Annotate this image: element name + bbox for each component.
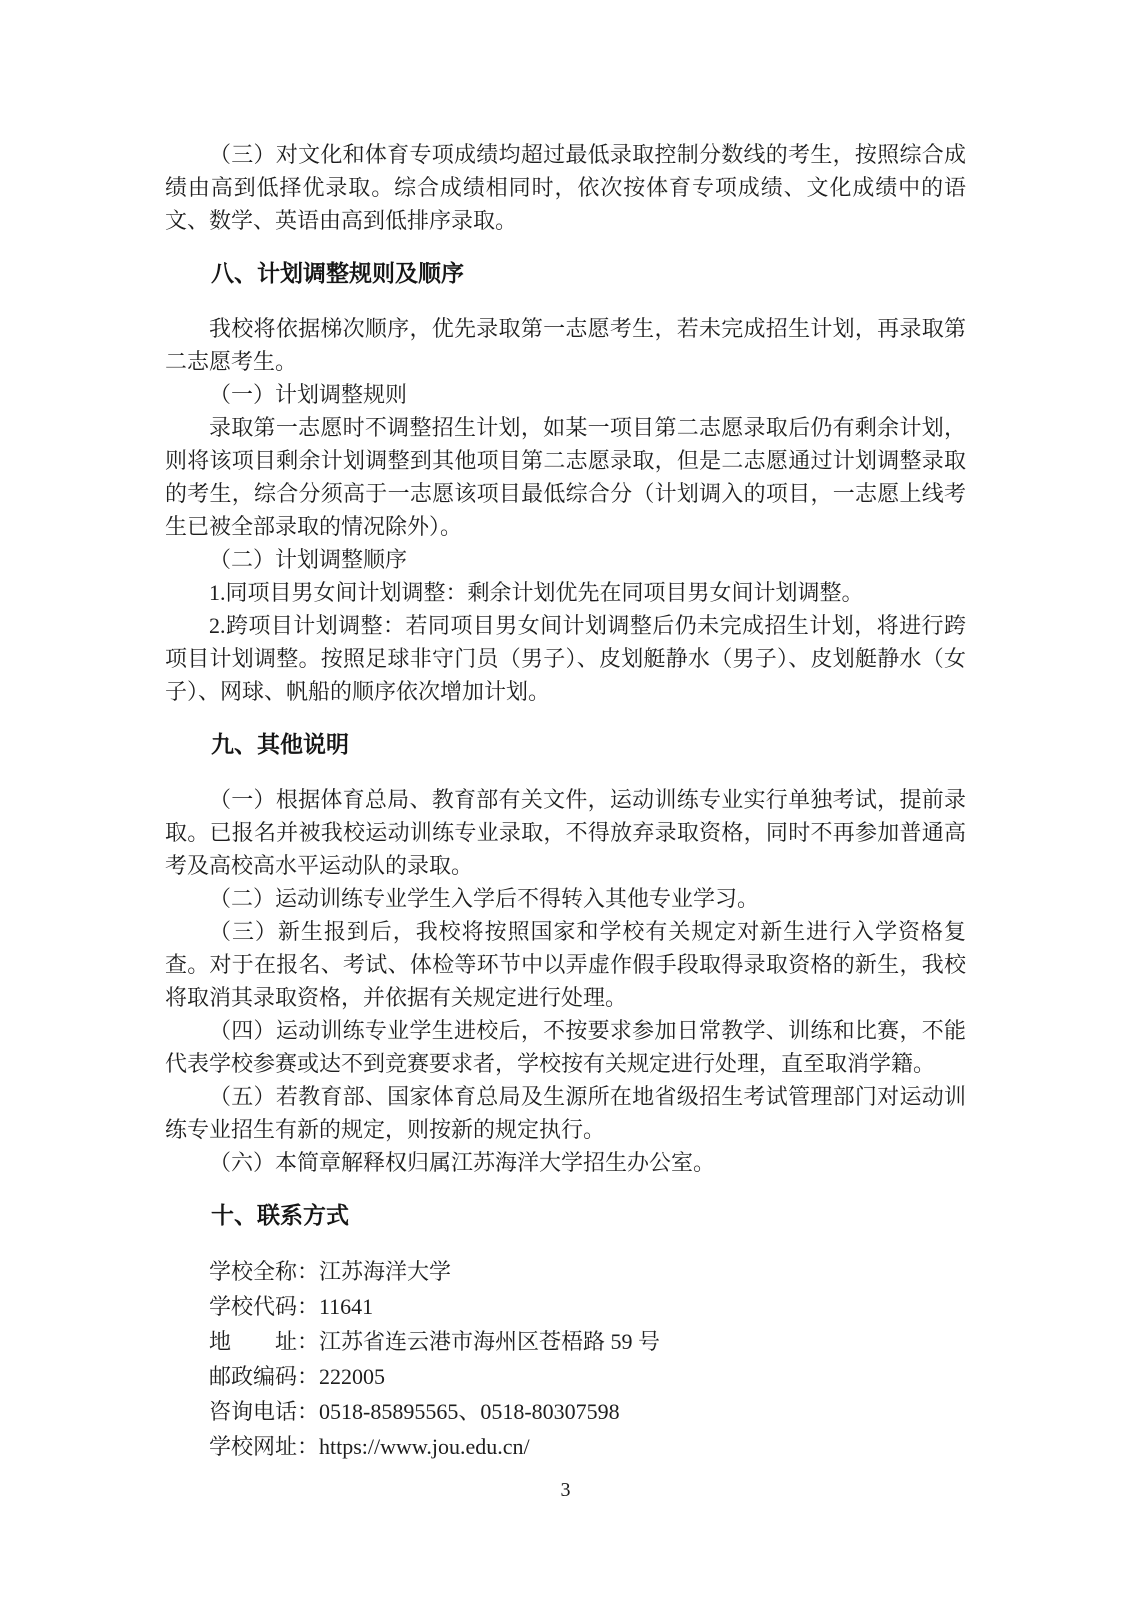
paragraph-s8-rule-body: 录取第一志愿时不调整招生计划，如某一项目第二志愿录取后仍有剩余计划，则将该项目剩余计划调整到其他项目第二志愿录取，但是二志愿通过计划调整录取的考生，综合分须高于一志愿该项目最低综合分（计划调入的项目，一志愿上线考生已被全部录取的情况除外）。 <box>165 415 966 539</box>
contact-line-postal-code: 邮政编码：222005 <box>209 1364 386 1389</box>
paragraph-s8-order-item-1: 1.同项目男女间计划调整：剩余计划优先在同项目男女间计划调整。 <box>209 580 864 605</box>
contact-line-school-name: 学校全称：江苏海洋大学 <box>209 1259 452 1284</box>
contact-section <box>165 1254 966 1464</box>
section-heading-9: 九、其他说明 <box>211 731 349 757</box>
paragraph-s9-item-5: （五）若教育部、国家体育总局及生源所在地省级招生考试管理部门对运动训练专业招生有新的规定，则按新的规定执行。 <box>165 1084 966 1142</box>
paragraph-s9-item-1: （一）根据体育总局、教育部有关文件，运动训练专业实行单独考试，提前录取。已报名并被我校运动训练专业录取，不得放弃录取资格，同时不再参加普通高考及高校高水平运动队的录取。 <box>165 787 966 878</box>
paragraph-s8-order-item-2: 2.跨项目计划调整：若同项目男女间计划调整后仍未完成招生计划，将进行跨项目计划调整。按照足球非守门员（男子）、皮划艇静水（男子）、皮划艇静水（女子）、网球、帆船的顺序依次增加计划。 <box>165 613 966 704</box>
section-heading-10: 十、联系方式 <box>211 1202 349 1228</box>
paragraph-admission-rule-iii: （三）对文化和体育专项成绩均超过最低录取控制分数线的考生，按照综合成绩由高到低择优录取。综合成绩相同时，依次按体育专项成绩、文化成绩中的语文、数学、英语由高到低排序录取。 <box>165 142 966 233</box>
paragraph-s9-item-3: （三）新生报到后，我校将按照国家和学校有关规定对新生进行入学资格复查。对于在报名、考试、体检等环节中以弄虚作假手段取得录取资格的新生，我校将取消其录取资格，并依据有关规定进行处理。 <box>165 919 966 1010</box>
paragraph-s9-item-4: （四）运动训练专业学生进校后，不按要求参加日常教学、训练和比赛，不能代表学校参赛或达不到竞赛要求者，学校按有关规定进行处理，直至取消学籍。 <box>165 1018 966 1076</box>
paragraph-s9-item-2: （二）运动训练专业学生入学后不得转入其他专业学习。 <box>209 886 760 911</box>
paragraph-s8-intro: 我校将依据梯次顺序，优先录取第一志愿考生，若未完成招生计划，再录取第二志愿考生。 <box>165 316 966 374</box>
contact-line-website: 学校网址：https://www.jou.edu.cn/ <box>209 1434 530 1459</box>
paragraph-s9-item-6: （六）本简章解释权归属江苏海洋大学招生办公室。 <box>209 1150 716 1175</box>
contact-line-school-code: 学校代码：11641 <box>209 1294 374 1319</box>
contact-line-address: 地 址：江苏省连云港市海州区苍梧路 59 号 <box>209 1329 661 1354</box>
section-heading-8: 八、计划调整规则及顺序 <box>211 260 464 286</box>
contact-line-phone: 咨询电话：0518-85895565、0518-80307598 <box>209 1399 620 1424</box>
paragraph-s8-rule-title: （一）计划调整规则 <box>209 382 408 407</box>
page-number: 3 <box>560 1479 571 1501</box>
paragraph-s8-order-title: （二）计划调整顺序 <box>209 547 408 572</box>
